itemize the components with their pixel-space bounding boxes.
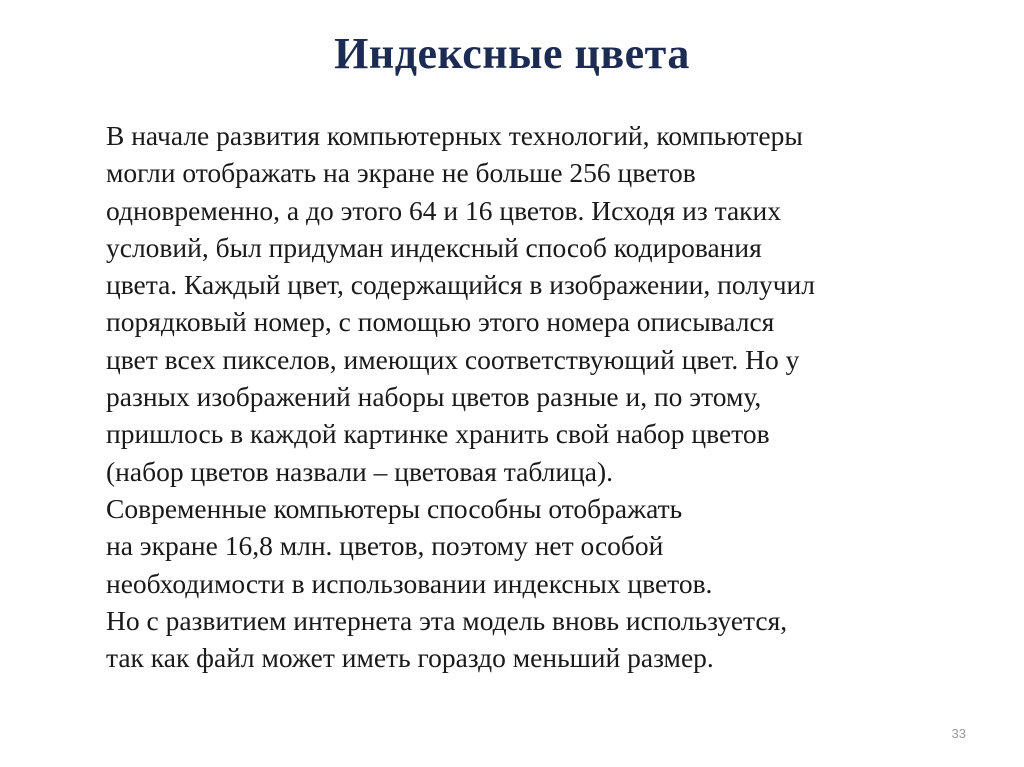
body-line: одновременно, а до этого 64 и 16 цветов. Исходя из таких	[106, 194, 781, 226]
body-line: пришлось в каждой картинке хранить свой набор цветов	[106, 418, 770, 450]
body-line: условий, был придуман индексный способ кодирования	[106, 231, 762, 263]
body-line: Но с развитием интернета эта модель вновь используется,	[106, 604, 788, 636]
body-line: В начале развития компьютерных технологий, компьютеры	[106, 120, 803, 151]
body-line: так как файл может иметь гораздо меньший размер.	[106, 642, 714, 674]
page-number: 33	[951, 726, 966, 741]
body-line: цвета. Каждый цвет, содержащийся в изображении, получил	[106, 269, 815, 301]
body-line: (набор цветов назвали – цветовая таблица).	[106, 455, 614, 487]
body-line: порядковый номер, с помощью этого номера описывался	[106, 306, 775, 338]
body-line: цвет всех пикселов, имеющих соответствующий цвет. Но у	[106, 343, 800, 375]
body-line: Современные компьютеры способны отображать	[106, 492, 683, 524]
slide-body-text	[106, 117, 986, 676]
body-line: разных изображений наборы цветов разные и, по этому,	[106, 381, 762, 413]
body-line: могли отображать на экране не больше 256 цветов	[106, 157, 696, 189]
slide-title: Индексные цвета	[334, 29, 690, 78]
body-line: необходимости в использовании индексных цветов.	[106, 567, 713, 599]
body-line: на экране 16,8 млн. цветов, поэтому нет особой	[106, 530, 664, 562]
